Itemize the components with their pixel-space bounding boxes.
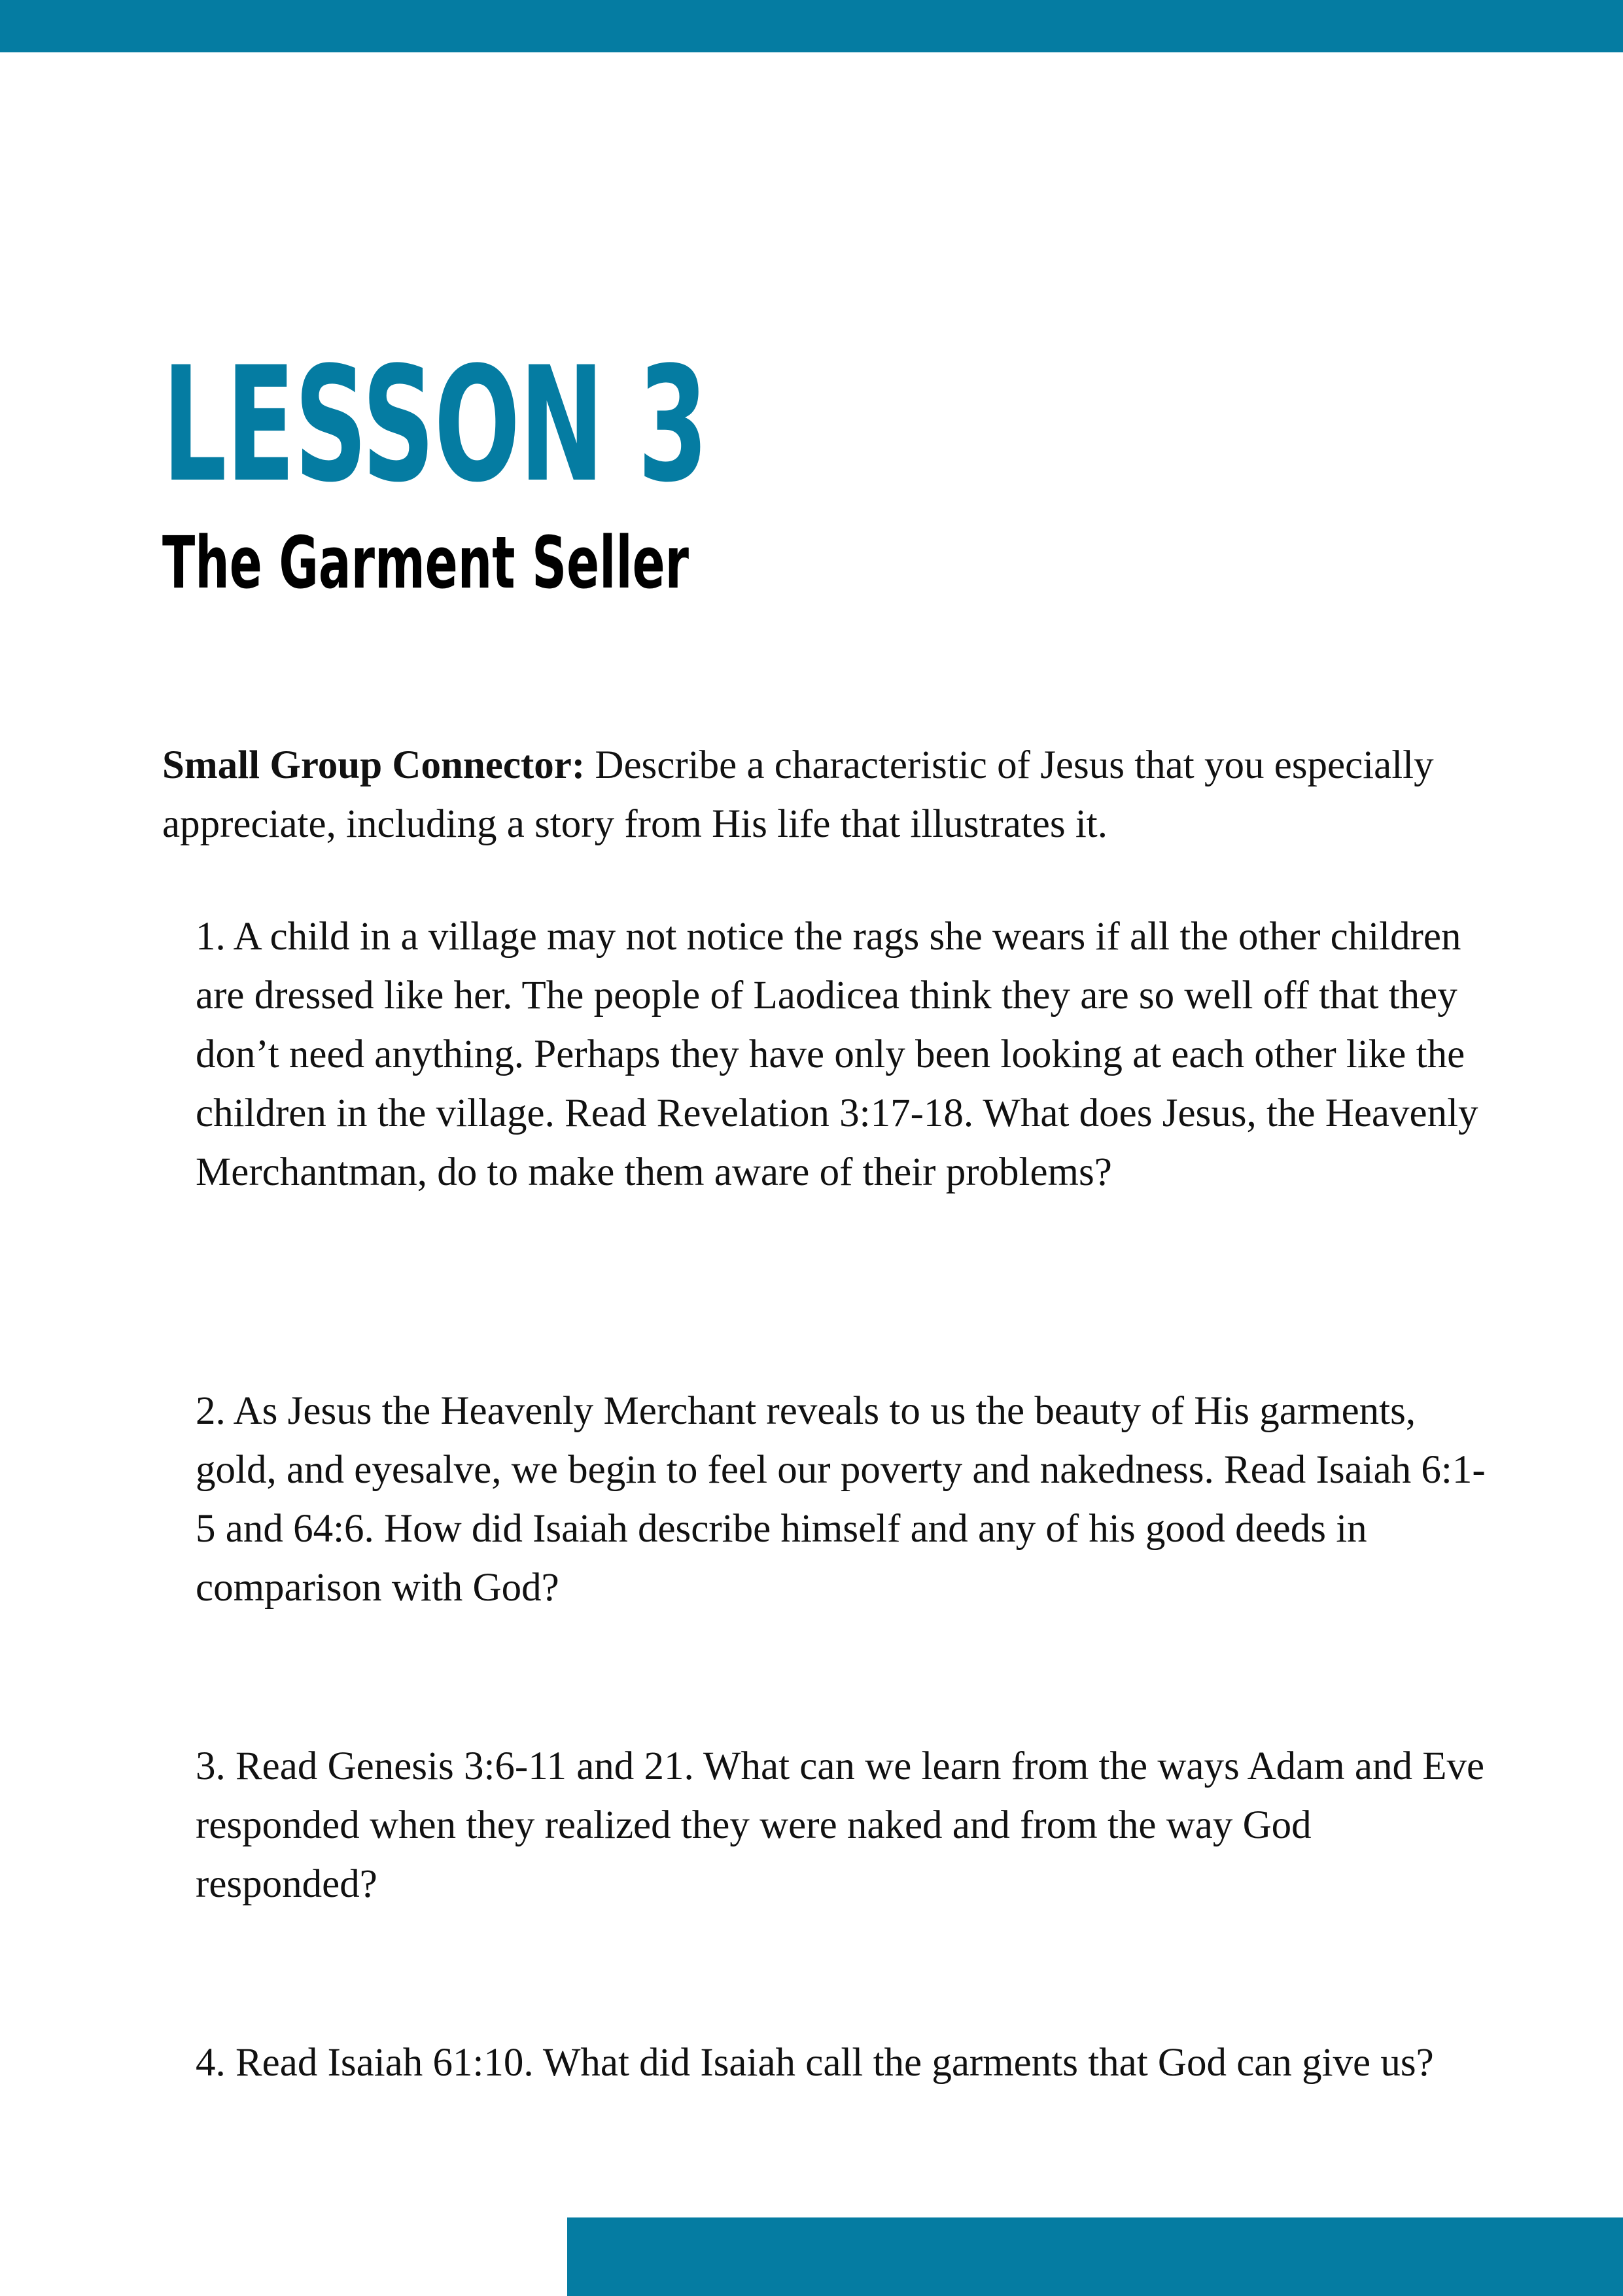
question-4: 4. Read Isaiah 61:10. What did Isaiah call the garments that God can give us? xyxy=(196,2041,1434,2085)
bottom-accent-bar xyxy=(567,2217,1623,2296)
question-1: 1. A child in a village may not notice the rags she wears if all the other children are dressed like her. The people of Laodicea think they are so well off that they don’t need anything. Perhaps they have only been looking at each other like the children in the village. Read Revelation 3:17-18. What does Jesus, the Heavenly Merchantman, do to make them aware of their problems? xyxy=(196,915,1478,1194)
connector-label: Small Group Connector: xyxy=(162,743,585,787)
connector-text: Describe a characteristic of Jesus that you especially appreciate, including a story from His life that illustrates it. xyxy=(162,743,1434,846)
question-3: 3. Read Genesis 3:6-11 and 21. What can we learn from the ways Adam and Eve responded when they realized they were naked and from the way God responded? xyxy=(196,1744,1485,1906)
small-group-connector xyxy=(162,736,1471,854)
lesson-number-heading: LESSON 3 xyxy=(162,333,708,518)
question-2: 2. As Jesus the Heavenly Merchant reveals to us the beauty of His garments, gold, and eyesalve, we begin to feel our poverty and nakedness. Read Isaiah 6:1-5 and 64:6. How did Isaiah describe himself and any of his good deeds in comparison with God? xyxy=(196,1389,1486,1610)
lesson-title-heading: The Garment Seller xyxy=(162,521,689,605)
top-accent-bar xyxy=(0,0,1623,52)
